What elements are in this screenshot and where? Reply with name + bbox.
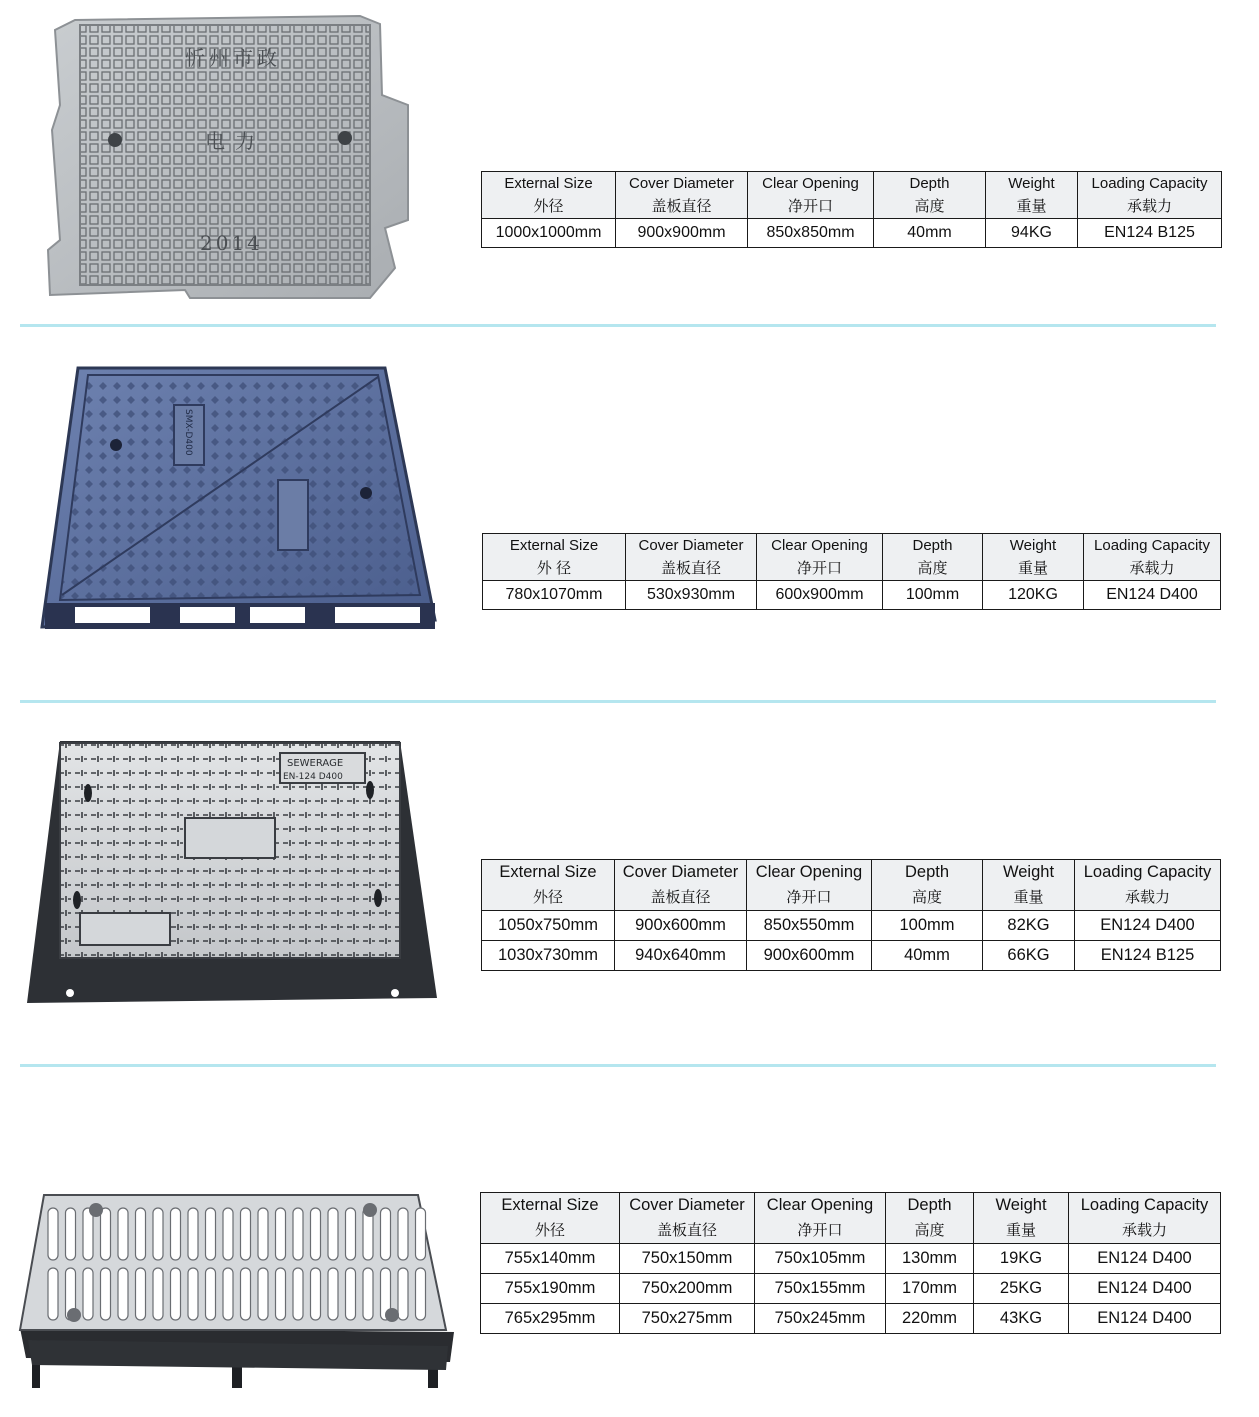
col-depth: Depth 高度 — [886, 1193, 974, 1244]
grating-slot — [223, 1208, 233, 1260]
grating-slot — [258, 1208, 268, 1260]
grating-slot — [153, 1208, 163, 1260]
grating-slot — [153, 1268, 163, 1320]
manhole-cover-square-image — [40, 10, 410, 305]
cell: 19KG — [974, 1244, 1069, 1274]
cell: 900x900mm — [616, 219, 748, 248]
cell: EN124 D400 — [1069, 1304, 1221, 1334]
table-row — [482, 219, 1222, 248]
cell: 82KG — [983, 911, 1075, 941]
grating-slot — [136, 1268, 146, 1320]
grating-slot — [276, 1208, 286, 1260]
col-cover-diameter: Cover Diameter 盖板直径 — [616, 172, 748, 219]
keyhole-icon — [84, 784, 92, 802]
table-header-row — [481, 1193, 1221, 1244]
grating-slot — [241, 1208, 251, 1260]
cell: 755x140mm — [481, 1244, 620, 1274]
cell: 900x600mm — [747, 941, 872, 971]
cell: 94KG — [986, 219, 1078, 248]
cell: EN124 D400 — [1075, 911, 1221, 941]
bolt-icon — [363, 1203, 377, 1217]
grating-slot — [223, 1268, 233, 1320]
cell: 220mm — [886, 1304, 974, 1334]
col-cover-diameter: Cover Diameter 盖板直径 — [620, 1193, 755, 1244]
cover-text: 忻州市政 — [185, 46, 281, 70]
table-row — [481, 1244, 1221, 1274]
keyhole-icon — [110, 439, 122, 451]
grating-slot — [118, 1268, 128, 1320]
cell: 755x190mm — [481, 1274, 620, 1304]
cell: 100mm — [883, 581, 983, 610]
drainage-channel-grating-image — [18, 1190, 456, 1395]
grating-slot — [171, 1268, 181, 1320]
cell: 40mm — [874, 219, 986, 248]
grating-slot — [101, 1268, 111, 1320]
cover-text: SMX-D400 — [183, 409, 193, 456]
section-divider — [20, 700, 1216, 703]
grating-slot — [346, 1208, 356, 1260]
grating-slot — [171, 1208, 181, 1260]
table-header-row — [483, 534, 1221, 581]
cell: 750x155mm — [755, 1274, 886, 1304]
cell: EN124 B125 — [1075, 941, 1221, 971]
col-loading-capacity: Loading Capacity 承载力 — [1075, 860, 1221, 911]
grating-slot — [48, 1208, 58, 1260]
table-row — [481, 1274, 1221, 1304]
cell: 850x550mm — [747, 911, 872, 941]
cover-text-2: EN-124 D400 — [283, 772, 343, 782]
col-external-size: External Size 外径 — [482, 172, 616, 219]
cell: 750x105mm — [755, 1244, 886, 1274]
keyhole-icon — [366, 781, 374, 799]
grating-slot — [188, 1268, 198, 1320]
keyhole-icon — [374, 889, 382, 907]
grating-slot — [206, 1208, 216, 1260]
spec-table-2 — [482, 533, 1221, 610]
col-external-size: External Size 外 径 — [483, 534, 626, 581]
cell: 25KG — [974, 1274, 1069, 1304]
col-cover-diameter: Cover Diameter 盖板直径 — [626, 534, 757, 581]
grating-slot — [241, 1268, 251, 1320]
grating-slot — [293, 1208, 303, 1260]
col-clear-opening: Clear Opening 净开口 — [757, 534, 883, 581]
grating-slot — [363, 1268, 373, 1320]
col-depth: Depth 高度 — [874, 172, 986, 219]
grating-slot — [398, 1268, 408, 1320]
col-external-size: External Size 外径 — [482, 860, 615, 911]
grating-slot — [83, 1268, 93, 1320]
cover-text-2: 电力 — [205, 129, 265, 153]
cell: 40mm — [872, 941, 983, 971]
cell: EN124 D400 — [1069, 1244, 1221, 1274]
col-depth: Depth 高度 — [883, 534, 983, 581]
cell: 750x245mm — [755, 1304, 886, 1334]
grating-slot — [328, 1208, 338, 1260]
col-external-size: External Size 外径 — [481, 1193, 620, 1244]
cell: 1050x750mm — [482, 911, 615, 941]
table-row — [482, 911, 1221, 941]
grating-slot — [66, 1208, 76, 1260]
grating-slot — [188, 1208, 198, 1260]
bolt-icon — [385, 1308, 399, 1322]
grating-slot — [311, 1268, 321, 1320]
cell: 43KG — [974, 1304, 1069, 1334]
grating-slot — [276, 1268, 286, 1320]
bolt-icon — [67, 1308, 81, 1322]
table-row — [483, 581, 1221, 610]
grating-slot — [381, 1208, 391, 1260]
cell: EN124 D400 — [1069, 1274, 1221, 1304]
col-loading-capacity: Loading Capacity 承载力 — [1084, 534, 1221, 581]
grating-slot — [398, 1208, 408, 1260]
section-divider — [20, 1064, 1216, 1067]
col-weight: Weight 重量 — [983, 534, 1084, 581]
grating-slot — [346, 1268, 356, 1320]
cell: 750x200mm — [620, 1274, 755, 1304]
table-row — [482, 941, 1221, 971]
col-loading-capacity: Loading Capacity 承载力 — [1078, 172, 1222, 219]
grating-slot — [101, 1208, 111, 1260]
spec-table-1 — [481, 171, 1222, 248]
keyhole-icon — [338, 131, 352, 145]
cell: EN124 B125 — [1078, 219, 1222, 248]
col-clear-opening: Clear Opening 净开口 — [755, 1193, 886, 1244]
cell: 170mm — [886, 1274, 974, 1304]
cover-text: SEWERAGE — [287, 758, 344, 769]
cell: 66KG — [983, 941, 1075, 971]
grating-slot — [416, 1268, 426, 1320]
cell: 530x930mm — [626, 581, 757, 610]
table-row — [481, 1304, 1221, 1334]
cell: 780x1070mm — [483, 581, 626, 610]
grating-slot — [416, 1208, 426, 1260]
spec-table-4 — [480, 1192, 1221, 1334]
cell: 130mm — [886, 1244, 974, 1274]
col-weight: Weight 重量 — [974, 1193, 1069, 1244]
cell: 100mm — [872, 911, 983, 941]
cell: 1000x1000mm — [482, 219, 616, 248]
table-header-row — [482, 860, 1221, 911]
manhole-cover-blue-image — [40, 365, 440, 635]
keyhole-icon — [360, 487, 372, 499]
grating-slot — [258, 1268, 268, 1320]
col-loading-capacity: Loading Capacity 承载力 — [1069, 1193, 1221, 1244]
manhole-cover-sewerage-image — [25, 738, 440, 1006]
keyhole-icon — [108, 133, 122, 147]
col-clear-opening: Clear Opening 净开口 — [747, 860, 872, 911]
cell: 940x640mm — [615, 941, 747, 971]
cell: 1030x730mm — [482, 941, 615, 971]
grating-slot — [206, 1268, 216, 1320]
cell: EN124 D400 — [1084, 581, 1221, 610]
keyhole-icon — [73, 891, 81, 909]
section-divider — [20, 324, 1216, 327]
grating-slot — [328, 1268, 338, 1320]
cell: 750x150mm — [620, 1244, 755, 1274]
grating-slot — [293, 1268, 303, 1320]
grating-slot — [118, 1208, 128, 1260]
col-weight: Weight 重量 — [983, 860, 1075, 911]
col-weight: Weight 重量 — [986, 172, 1078, 219]
table-header-row — [482, 172, 1222, 219]
grating-slot — [136, 1208, 146, 1260]
grating-slot — [83, 1208, 93, 1260]
cell: 120KG — [983, 581, 1084, 610]
cell: 850x850mm — [748, 219, 874, 248]
spec-table-3 — [481, 859, 1221, 971]
cell: 750x275mm — [620, 1304, 755, 1334]
col-clear-opening: Clear Opening 净开口 — [748, 172, 874, 219]
cell: 765x295mm — [481, 1304, 620, 1334]
cover-year: 2014 — [200, 231, 263, 255]
cell: 900x600mm — [615, 911, 747, 941]
grating-slot — [48, 1268, 58, 1320]
col-depth: Depth 高度 — [872, 860, 983, 911]
bolt-icon — [89, 1203, 103, 1217]
col-cover-diameter: Cover Diameter 盖板直径 — [615, 860, 747, 911]
grating-slot — [311, 1208, 321, 1260]
cell: 600x900mm — [757, 581, 883, 610]
